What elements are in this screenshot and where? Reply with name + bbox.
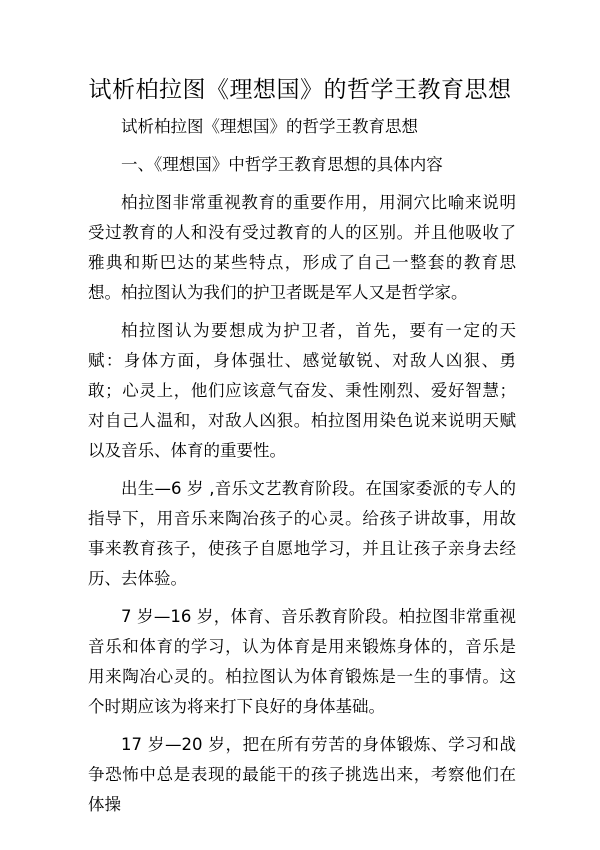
body-paragraph: 7 岁—16 岁，体育、音乐教育阶段。柏拉图非常重视音乐和体育的学习，认为体育是用来锻炼身体的，音乐是用来陶冶心灵的。柏拉图认为体育锻炼是一生的事情。这个时期应该为将来打下良好的身体基础。 — [88, 607, 516, 716]
section-heading: 一、《理想国》中哲学王教育思想的具体内容 — [121, 155, 443, 174]
body-paragraph: 出生—6 岁 ,音乐文艺教育阶段。在国家委派的专人的指导下，用音乐来陶冶孩子的心灵。给孩子讲故事，用故事来教育孩子，使孩子自愿地学习，并且让孩子亲身去经历、去体验。 — [88, 479, 516, 588]
body-paragraph: 17 岁—20 岁，把在所有劳苦的身体锻炼、学习和战争恐怖中总是表现的最能干的孩子挑选出来，考察他们在体操 — [88, 735, 516, 814]
body-paragraph: 柏拉图非常重视教育的重要作用，用洞穴比喻来说明受过教育的人和没有受过教育的人的区别。并且他吸收了雅典和斯巴达的某些特点，形成了自己一整套的教育思想。柏拉图认为我们的护卫者既是军人又是哲学家。 — [88, 193, 516, 302]
document-body — [88, 112, 516, 828]
body-paragraph: 柏拉图认为要想成为护卫者，首先，要有一定的天赋：身体方面，身体强壮、感觉敏锐、对敌人凶狠、勇敢；心灵上，他们应该意气奋发、秉性刚烈、爱好智慧；对自己人温和，对敌人凶狠。柏拉图用染色说来说明天赋以及音乐、体育的重要性。 — [88, 321, 516, 460]
subtitle-paragraph: 试析柏拉图《理想国》的哲学王教育思想 — [121, 117, 418, 136]
document-title: 试析柏拉图《理想国》的哲学王教育思想 — [88, 77, 512, 103]
